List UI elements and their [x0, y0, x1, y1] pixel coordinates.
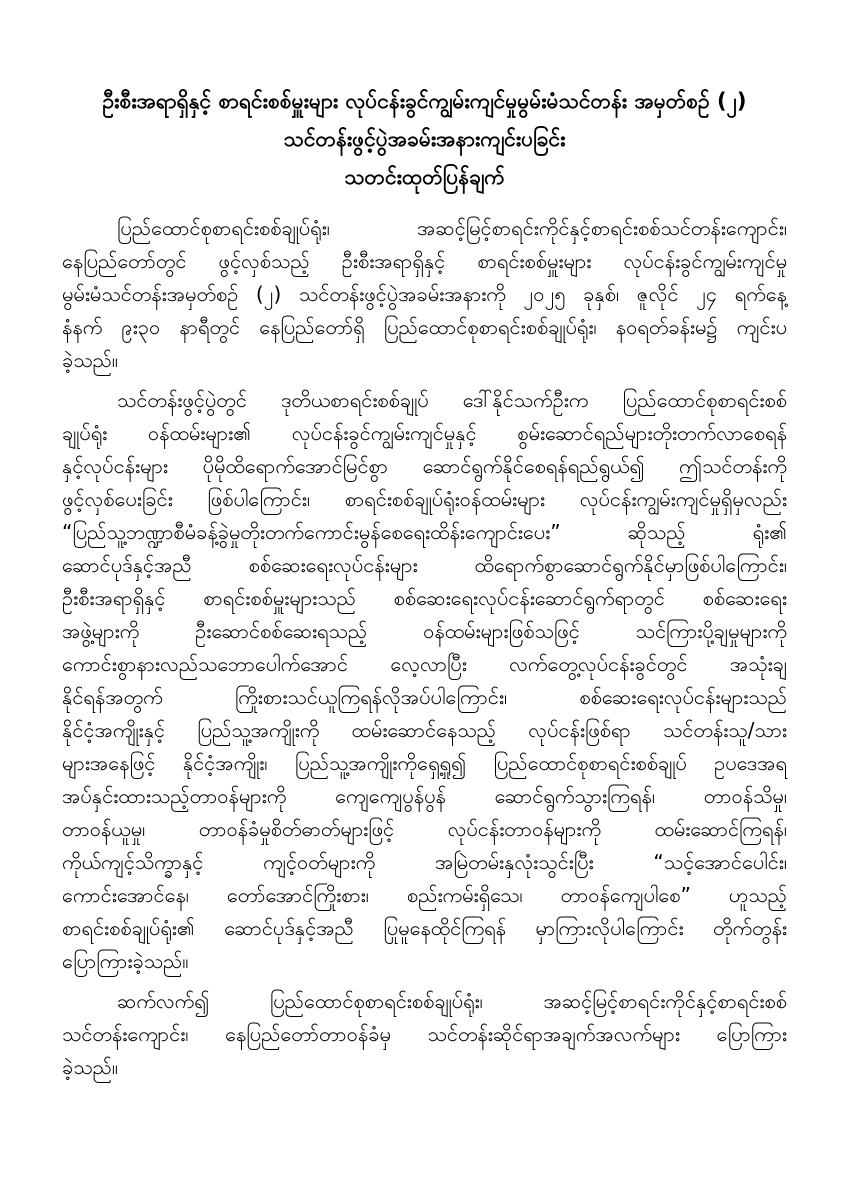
- body-line: စာရင်းစစ်ချုပ်ရုံး၏ ဆောင်ပုဒ်နှင့်အညီ ပြုမူနေထိုင်ကြရန် မှာကြားလိုပါကြောင်း တိုက်တွန်း: [62, 916, 787, 940]
- body-line: သင်တန်းဖွင့်ပွဲတွင် ဒုတိယစာရင်းစစ်ချုပ် ဒေါ်နိုင်သက်ဦးက ပြည်ထောင်စုစာရင်းစစ်: [117, 388, 787, 412]
- paragraph-1: [62, 212, 787, 377]
- body-line: ဖွင့်လှစ်ပေးခြင်း ဖြစ်ပါကြောင်း၊ စာရင်းစစ်ချုပ်ရုံးဝန်ထမ်းများ လုပ်ငန်းကျွမ်းကျင်မှုရှိမှလည်း: [62, 487, 787, 511]
- title-line-1: ဦးစီးအရာရှိနှင့် စာရင်းစစ်မှူးများ လုပ်ငန်းခွင်ကျွမ်းကျင်မှုမွမ်းမံသင်တန်း အမှတ်စဉ် (၂): [102, 89, 747, 113]
- body-line: များအနေဖြင့် နိုင်ငံ့အကျိုး၊ ပြည်သူ့အကျိုးကိုရှေ့ရှု၍ ပြည်ထောင်စုစာရင်းစစ်ချုပ် ဥပဒေအရ: [62, 751, 787, 775]
- body-line: တာဝန်ယူမှု၊ တာဝန်ခံမှုစိတ်ဓာတ်များဖြင့် လုပ်ငန်းတာဝန်များကို ထမ်းဆောင်ကြရန်၊: [62, 817, 787, 841]
- body-line: နံနက် ၉း၃၀ နာရီတွင် နေပြည်တော်ရှိ ပြည်ထောင်စုစာရင်းစစ်ချုပ်ရုံး၊ နဝရတ်ခန်းမ၌ ကျင်းပ: [62, 315, 787, 339]
- body-line: နိုင်ရန်အတွက် ကြိုးစားသင်ယူကြရန်လိုအပ်ပါကြောင်း၊ စစ်ဆေးရေးလုပ်ငန်းများသည်: [62, 685, 787, 709]
- title-line-3: သတင်းထုတ်ပြန်ချက်: [344, 165, 505, 189]
- body-line: အဖွဲ့များကို ဦးဆောင်စစ်ဆေးရသည့် ဝန်ထမ်းများဖြစ်သဖြင့် သင်ကြားပို့ချမှုများကို: [62, 619, 787, 643]
- body-line: နိုင်ငံ့အကျိုးနှင့် ပြည်သူ့အကျိုးကို ထမ်းဆောင်နေသည့် လုပ်ငန်းဖြစ်ရာ သင်တန်းသူ/သား: [62, 718, 787, 742]
- body-line: နေပြည်တော်တွင် ဖွင့်လှစ်သည့် ဦးစီးအရာရှိနှင့် စာရင်းစစ်မှူးများ လုပ်ငန်းခွင်ကျွမ်းကျင်မှု: [62, 249, 787, 273]
- body-line: ခဲ့သည်။: [62, 348, 118, 372]
- body-line: ပြောကြားခဲ့သည်။: [62, 949, 189, 973]
- body-line: ကိုယ်ကျင့်သိက္ခာနှင့် ကျင့်ဝတ်များကို အမြဲတမ်းနှလုံးသွင်းပြီး “သင့်အောင်ပေါင်း၊: [62, 850, 787, 874]
- title-line-2: သင်တန်းဖွင့်ပွဲအခမ်းအနားကျင်းပခြင်း: [283, 127, 566, 151]
- body-line: ဆောင်ပုဒ်နှင့်အညီ စစ်ဆေးရေးလုပ်ငန်းများ ထိရောက်စွာဆောင်ရွက်နိုင်မှာဖြစ်ပါကြောင်း၊: [62, 553, 787, 577]
- body-line: “ပြည်သူ့ဘဏ္ဍာစီမံခန့်ခွဲမှုတိုးတက်ကောင်းမွန်စေရေးထိန်းကျောင်းပေး” ဆိုသည့် ရုံး၏: [62, 520, 787, 544]
- body-line: သင်တန်းကျောင်း၊ နေပြည်တော်တာဝန်ခံမှ သင်တန်းဆိုင်ရာအချက်အလက်များ ပြောကြား: [62, 1022, 787, 1046]
- body-line: ကောင်းစွာနားလည်သဘောပေါက်အောင် လေ့လာပြီး လက်တွေ့လုပ်ငန်းခွင်တွင် အသုံးချ: [62, 652, 787, 676]
- body-line: မွမ်းမံသင်တန်းအမှတ်စဉ် (၂) သင်တန်းဖွင့်ပွဲအခမ်းအနားကို ၂၀၂၅ ခုနှစ်၊ ဇူလိုင် ၂၄ ရက်နေ့: [62, 282, 787, 306]
- body-line: ပြည်ထောင်စုစာရင်းစစ်ချုပ်ရုံး၊ အဆင့်မြင့်စာရင်းကိုင်နှင့်စာရင်းစစ်သင်တန်းကျောင်း၊: [117, 216, 787, 240]
- document-heading: [62, 82, 787, 196]
- body-line: ခဲ့သည်။: [62, 1055, 118, 1079]
- body-line: ကောင်းအောင်နေ၊ တော်အောင်ကြိုးစား၊ စည်းကမ်းရှိသေ၊ တာဝန်ကျေပါစေ” ဟူသည့်: [62, 883, 787, 907]
- body-line: နှင့်လုပ်ငန်းများ ပိုမိုထိရောက်အောင်မြင်စွာ ဆောင်ရွက်နိုင်စေရန်ရည်ရွယ်၍ ဤသင်တန်းကို: [62, 454, 787, 478]
- paragraph-2: [62, 384, 787, 978]
- body-line: ချုပ်ရုံး ဝန်ထမ်းများ၏ လုပ်ငန်းခွင်ကျွမ်းကျင်မှုနှင့် စွမ်းဆောင်ရည်များတိုးတက်လာစေရန်: [62, 421, 787, 445]
- body-line: ဆက်လက်၍ ပြည်ထောင်စုစာရင်းစစ်ချုပ်ရုံး၊ အဆင့်မြင့်စာရင်းကိုင်နှင့်စာရင်းစစ်: [117, 989, 787, 1013]
- paragraph-3: [62, 985, 787, 1084]
- body-line: ဦးစီးအရာရှိနှင့် စာရင်းစစ်မှူးများသည် စစ်ဆေးရေးလုပ်ငန်းဆောင်ရွက်ရာတွင် စစ်ဆေးရေး: [62, 586, 787, 610]
- body-line: အပ်နှင်းထားသည့်တာဝန်များကို ကျေကျေပွန်ပွန် ဆောင်ရွက်သွားကြရန်၊ တာဝန်သိမှု၊: [62, 784, 787, 808]
